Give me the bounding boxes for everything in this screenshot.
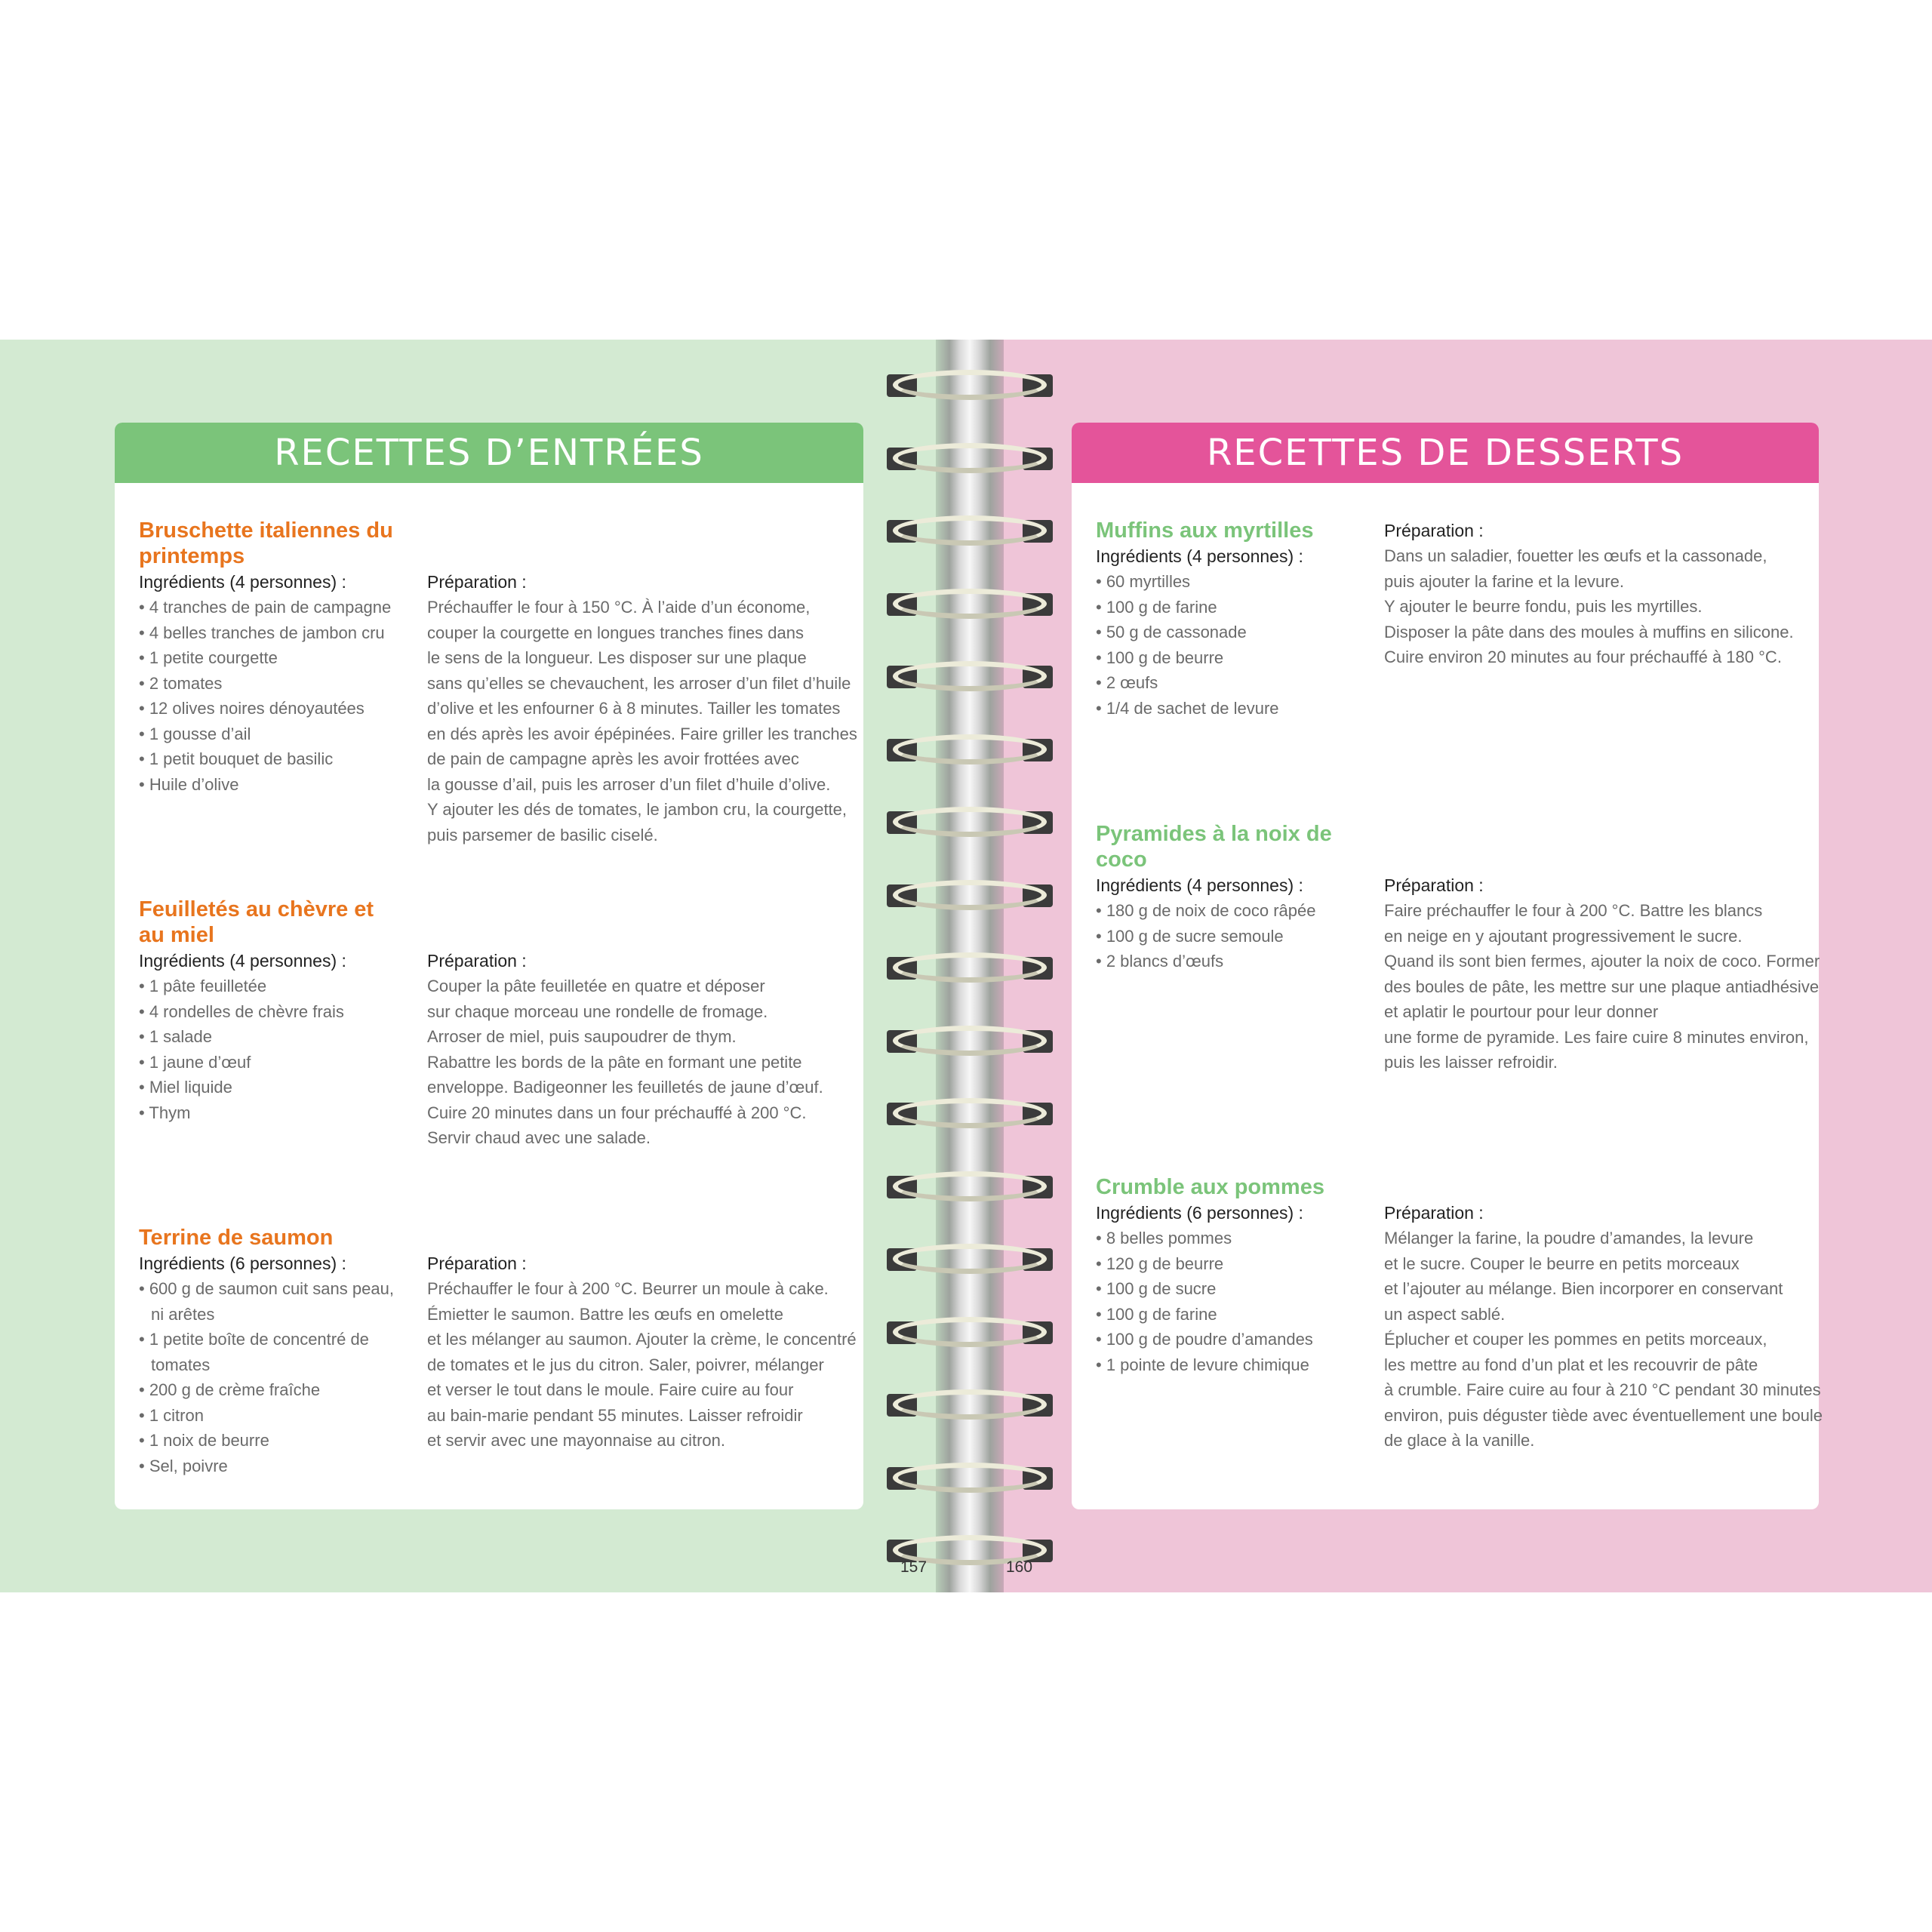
preparation-line: la gousse d’ail, puis les arroser d’un filet d’huile d’olive. bbox=[427, 774, 831, 794]
ingredient-item: • 2 œufs bbox=[1096, 673, 1158, 692]
recipe-pyramides bbox=[1096, 821, 1820, 1072]
preparation-line: environ, puis déguster tiède avec éventuellement une boule bbox=[1384, 1405, 1823, 1425]
ingredients-heading: Ingrédients (4 personnes) : bbox=[1096, 546, 1303, 566]
ingredient-item: • Miel liquide bbox=[139, 1078, 232, 1097]
ingredient-item: • 1 petite boîte de concentré de tomates bbox=[139, 1330, 369, 1374]
ring-wire bbox=[893, 1463, 1047, 1493]
preparation-line: enveloppe. Badigeonner les feuilletés de jaune d’œuf. bbox=[427, 1078, 823, 1097]
ingredients-heading: Ingrédients (4 personnes) : bbox=[1096, 875, 1303, 895]
ring-wire bbox=[893, 880, 1047, 910]
ingredients-column bbox=[1096, 543, 1367, 721]
ingredients-column bbox=[1096, 872, 1367, 974]
binding-ring bbox=[887, 878, 1053, 913]
recipe-title: Feuilletés au chèvre et au miel bbox=[139, 897, 374, 947]
ingredients-heading: Ingrédients (6 personnes) : bbox=[1096, 1203, 1303, 1223]
preparation-text bbox=[1384, 1226, 1823, 1454]
preparation-line: en neige en y ajoutant progressivement le sucre. bbox=[1384, 926, 1743, 946]
preparation-line: d’olive et les enfourner 6 à 8 minutes. Tailler les tomates bbox=[427, 699, 841, 718]
ingredient-item: • 1 noix de beurre bbox=[139, 1431, 269, 1450]
ingredients-column bbox=[1096, 1200, 1367, 1377]
recipe-muffins bbox=[1096, 518, 1805, 718]
ingredient-item: • 4 rondelles de chèvre frais bbox=[139, 1001, 344, 1021]
ingredients-heading: Ingrédients (4 personnes) : bbox=[139, 951, 346, 971]
preparation-line: puis parsemer de basilic ciselé. bbox=[427, 825, 658, 844]
binding-ring bbox=[887, 1315, 1053, 1350]
preparation-line: Préchauffer le four à 150 °C. À l’aide d’un économe, bbox=[427, 598, 811, 617]
preparation-column bbox=[427, 569, 857, 848]
ingredient-item: • 100 g de poudre d’amandes bbox=[1096, 1330, 1313, 1349]
preparation-line: un aspect sablé. bbox=[1384, 1304, 1506, 1324]
preparation-heading: Préparation : bbox=[427, 951, 527, 971]
preparation-line: à crumble. Faire cuire au four à 210 °C pendant 30 minutes bbox=[1384, 1380, 1821, 1399]
ingredient-item: • 100 g de farine bbox=[1096, 597, 1217, 617]
ingredient-item: • 2 tomates bbox=[139, 673, 223, 693]
preparation-line: et l’ajouter au mélange. Bien incorporer en conservant bbox=[1384, 1279, 1783, 1298]
ring-wire bbox=[893, 1244, 1047, 1274]
preparation-column bbox=[1384, 518, 1807, 670]
ingredient-item: • Huile d’olive bbox=[139, 774, 239, 794]
ingredient-item: • 1 petite courgette bbox=[139, 648, 278, 667]
ingredient-item: • 120 g de beurre bbox=[1096, 1254, 1224, 1273]
ingredient-item: • 2 blancs d’œufs bbox=[1096, 952, 1224, 971]
desserts-card bbox=[1072, 423, 1823, 1509]
ingredients-column bbox=[139, 948, 411, 1125]
preparation-heading: Préparation : bbox=[1384, 521, 1484, 540]
ingredient-item: • 180 g de noix de coco râpée bbox=[1096, 901, 1316, 920]
ingredient-item: • 1 gousse d’ail bbox=[139, 724, 251, 743]
ingredient-item: • 200 g de crème fraîche bbox=[139, 1380, 321, 1399]
preparation-line: Cuire environ 20 minutes au four préchauffé à 180 °C. bbox=[1384, 648, 1782, 666]
binding-ring bbox=[887, 1388, 1053, 1423]
binding-ring bbox=[887, 1242, 1053, 1277]
ingredient-item: • 1 jaune d’œuf bbox=[139, 1052, 251, 1072]
binding-ring bbox=[887, 1170, 1053, 1204]
preparation-line: Disposer la pâte dans des moules à muffins en silicone. bbox=[1384, 622, 1794, 641]
preparation-line: Couper la pâte feuilletée en quatre et déposer bbox=[427, 977, 765, 995]
preparation-column bbox=[427, 1251, 857, 1454]
starters-card bbox=[115, 423, 863, 1509]
ingredients-column bbox=[139, 1251, 411, 1478]
ingredient-item: • Thym bbox=[139, 1103, 191, 1122]
preparation-line: Mélanger la farine, la poudre d’amandes, la levure bbox=[1384, 1229, 1754, 1247]
preparation-line: le sens de la longueur. Les disposer sur une plaque bbox=[427, 648, 807, 667]
ring-wire bbox=[893, 661, 1047, 691]
ring-wire bbox=[893, 443, 1047, 473]
binding-ring bbox=[887, 1024, 1053, 1059]
preparation-text bbox=[427, 595, 857, 848]
ingredient-item: • 8 belles pommes bbox=[1096, 1229, 1232, 1247]
preparation-line: puis les laisser refroidir. bbox=[1384, 1053, 1558, 1072]
ingredients-column bbox=[139, 569, 411, 797]
preparation-line: et servir avec une mayonnaise au citron. bbox=[427, 1431, 725, 1450]
preparation-line: Faire préchauffer le four à 200 °C. Battre les blancs bbox=[1384, 901, 1763, 920]
ingredient-item: • 50 g de cassonade bbox=[1096, 623, 1247, 641]
preparation-text bbox=[427, 1276, 857, 1454]
ingredient-item: • 100 g de beurre bbox=[1096, 648, 1224, 667]
recipe-title: Crumble aux pommes bbox=[1096, 1175, 1324, 1199]
preparation-text bbox=[1384, 898, 1820, 1075]
preparation-heading: Préparation : bbox=[1384, 875, 1484, 895]
ingredient-item: • Sel, poivre bbox=[139, 1456, 228, 1475]
ingredients-list bbox=[139, 1276, 411, 1478]
binding-ring bbox=[887, 733, 1053, 768]
ingredients-heading: Ingrédients (4 personnes) : bbox=[139, 572, 346, 592]
ingredients-list bbox=[1096, 898, 1367, 974]
preparation-line: Rabattre les bords de la pâte en formant une petite bbox=[427, 1052, 802, 1072]
ingredients-list bbox=[139, 595, 411, 797]
ingredients-list bbox=[139, 974, 411, 1125]
ring-wire bbox=[893, 1026, 1047, 1056]
ring-wire bbox=[893, 1317, 1047, 1347]
recipe-title: Bruschette italiennes du printemps bbox=[139, 518, 393, 568]
preparation-line: et verser le tout dans le moule. Faire cuire au four bbox=[427, 1380, 794, 1399]
binding-ring bbox=[887, 368, 1053, 403]
preparation-line: couper la courgette en longues tranches fines dans bbox=[427, 623, 804, 642]
preparation-line: Éplucher et couper les pommes en petits morceaux, bbox=[1384, 1330, 1767, 1349]
ingredient-item: • 1 pâte feuilletée bbox=[139, 977, 267, 995]
preparation-line: Y ajouter les dés de tomates, le jambon cru, la courgette, bbox=[427, 800, 848, 819]
ingredient-item: • 100 g de sucre semoule bbox=[1096, 926, 1284, 946]
ingredients-list bbox=[1096, 1226, 1367, 1377]
binding-ring bbox=[887, 441, 1053, 476]
ring-wire bbox=[893, 807, 1047, 837]
preparation-line: Y ajouter le beurre fondu, puis les myrtilles. bbox=[1384, 597, 1703, 616]
starters-banner: RECETTES D’ENTRÉES bbox=[115, 423, 863, 483]
preparation-column bbox=[1384, 1200, 1823, 1454]
binding-ring bbox=[887, 587, 1053, 622]
preparation-line: de glace à la vanille. bbox=[1384, 1431, 1535, 1450]
preparation-line: au bain-marie pendant 55 minutes. Laisser refroidir bbox=[427, 1405, 803, 1425]
binding-ring bbox=[887, 1097, 1053, 1131]
ring-wire bbox=[893, 1098, 1047, 1128]
preparation-line: et le sucre. Couper le beurre en petits morceaux bbox=[1384, 1254, 1740, 1273]
ring-wire bbox=[893, 1171, 1047, 1201]
preparation-text bbox=[1384, 543, 1807, 670]
binding-ring bbox=[887, 805, 1053, 840]
ingredient-item: • 1 petit bouquet de basilic bbox=[139, 749, 334, 768]
preparation-heading: Préparation : bbox=[1384, 1203, 1484, 1223]
ring-wire bbox=[893, 589, 1047, 619]
ring-wire bbox=[893, 370, 1047, 400]
ring-wire bbox=[893, 515, 1047, 546]
preparation-text bbox=[427, 974, 850, 1151]
binding-ring bbox=[887, 951, 1053, 986]
binding-ring bbox=[887, 514, 1053, 549]
ingredient-item: • 1/4 de sachet de levure bbox=[1096, 698, 1279, 718]
ingredient-item: • 1 pointe de levure chimique bbox=[1096, 1355, 1309, 1374]
preparation-line: en dés après les avoir épépinées. Faire griller les tranches bbox=[427, 724, 857, 743]
recipe-feuilletes bbox=[139, 897, 848, 1147]
preparation-column bbox=[1384, 872, 1820, 1075]
recipe-title: Pyramides à la noix de coco bbox=[1096, 822, 1332, 872]
preparation-line: Cuire 20 minutes dans un four préchauffé à 200 °C. bbox=[427, 1103, 807, 1122]
preparation-line: Servir chaud avec une salade. bbox=[427, 1128, 651, 1147]
preparation-line: sur chaque morceau une rondelle de fromage. bbox=[427, 1001, 768, 1021]
preparation-line: Préchauffer le four à 200 °C. Beurrer un moule à cake. bbox=[427, 1279, 829, 1298]
ingredients-heading: Ingrédients (6 personnes) : bbox=[139, 1254, 346, 1273]
recipe-crumble bbox=[1096, 1174, 1823, 1450]
preparation-heading: Préparation : bbox=[427, 572, 527, 592]
preparation-heading: Préparation : bbox=[427, 1254, 527, 1273]
preparation-line: sans qu’elles se chevauchent, les arroser d’un filet d’huile bbox=[427, 673, 851, 693]
ingredient-item: • 4 belles tranches de jambon cru bbox=[139, 623, 385, 642]
ingredient-item: • 1 citron bbox=[139, 1405, 204, 1425]
page-number-right: 160 bbox=[1006, 1558, 1033, 1576]
preparation-line: Quand ils sont bien fermes, ajouter la noix de coco. Former bbox=[1384, 952, 1820, 971]
preparation-line: puis ajouter la farine et la levure. bbox=[1384, 571, 1624, 591]
recipe-bruschette bbox=[139, 518, 857, 844]
desserts-banner: RECETTES DE DESSERTS bbox=[1072, 423, 1819, 483]
ring-wire bbox=[893, 1389, 1047, 1420]
ingredients-list bbox=[1096, 569, 1367, 721]
preparation-line: des boules de pâte, les mettre sur une plaque antiadhésive bbox=[1384, 977, 1820, 996]
preparation-line: Dans un saladier, fouetter les œufs et la cassonade, bbox=[1384, 546, 1767, 565]
recipe-terrine bbox=[139, 1225, 857, 1475]
recipe-title: Terrine de saumon bbox=[139, 1226, 334, 1250]
preparation-line: et aplatir le pourtour pour leur donner bbox=[1384, 1002, 1659, 1021]
ring-wire bbox=[893, 952, 1047, 983]
recipe-title: Muffins aux myrtilles bbox=[1096, 518, 1314, 543]
ingredient-item: • 1 salade bbox=[139, 1027, 212, 1046]
preparation-column bbox=[427, 948, 850, 1151]
preparation-line: Émietter le saumon. Battre les œufs en omelette bbox=[427, 1304, 783, 1324]
ingredient-item: • 4 tranches de pain de campagne bbox=[139, 598, 392, 617]
binding-ring bbox=[887, 660, 1053, 694]
ring-wire bbox=[893, 734, 1047, 764]
ingredient-item: • 60 myrtilles bbox=[1096, 572, 1191, 591]
ingredient-item: • 600 g de saumon cuit sans peau, ni arêtes bbox=[139, 1279, 394, 1324]
ingredient-item: • 100 g de farine bbox=[1096, 1304, 1217, 1324]
preparation-line: de pain de campagne après les avoir frottées avec bbox=[427, 749, 799, 768]
binding-ring bbox=[887, 1461, 1053, 1496]
preparation-line: les mettre au fond d’un plat et les recouvrir de pâte bbox=[1384, 1355, 1758, 1374]
ingredient-item: • 100 g de sucre bbox=[1096, 1279, 1217, 1298]
preparation-line: et les mélanger au saumon. Ajouter la crème, le concentré bbox=[427, 1330, 857, 1349]
book-spread bbox=[0, 340, 1932, 1592]
preparation-line: Arroser de miel, puis saupoudrer de thym. bbox=[427, 1027, 737, 1046]
page-number-left: 157 bbox=[900, 1558, 928, 1576]
preparation-line: une forme de pyramide. Les faire cuire 8 minutes environ, bbox=[1384, 1027, 1809, 1047]
preparation-line: de tomates et le jus du citron. Saler, poivrer, mélanger bbox=[427, 1355, 824, 1374]
ingredient-item: • 12 olives noires dénoyautées bbox=[139, 699, 365, 718]
